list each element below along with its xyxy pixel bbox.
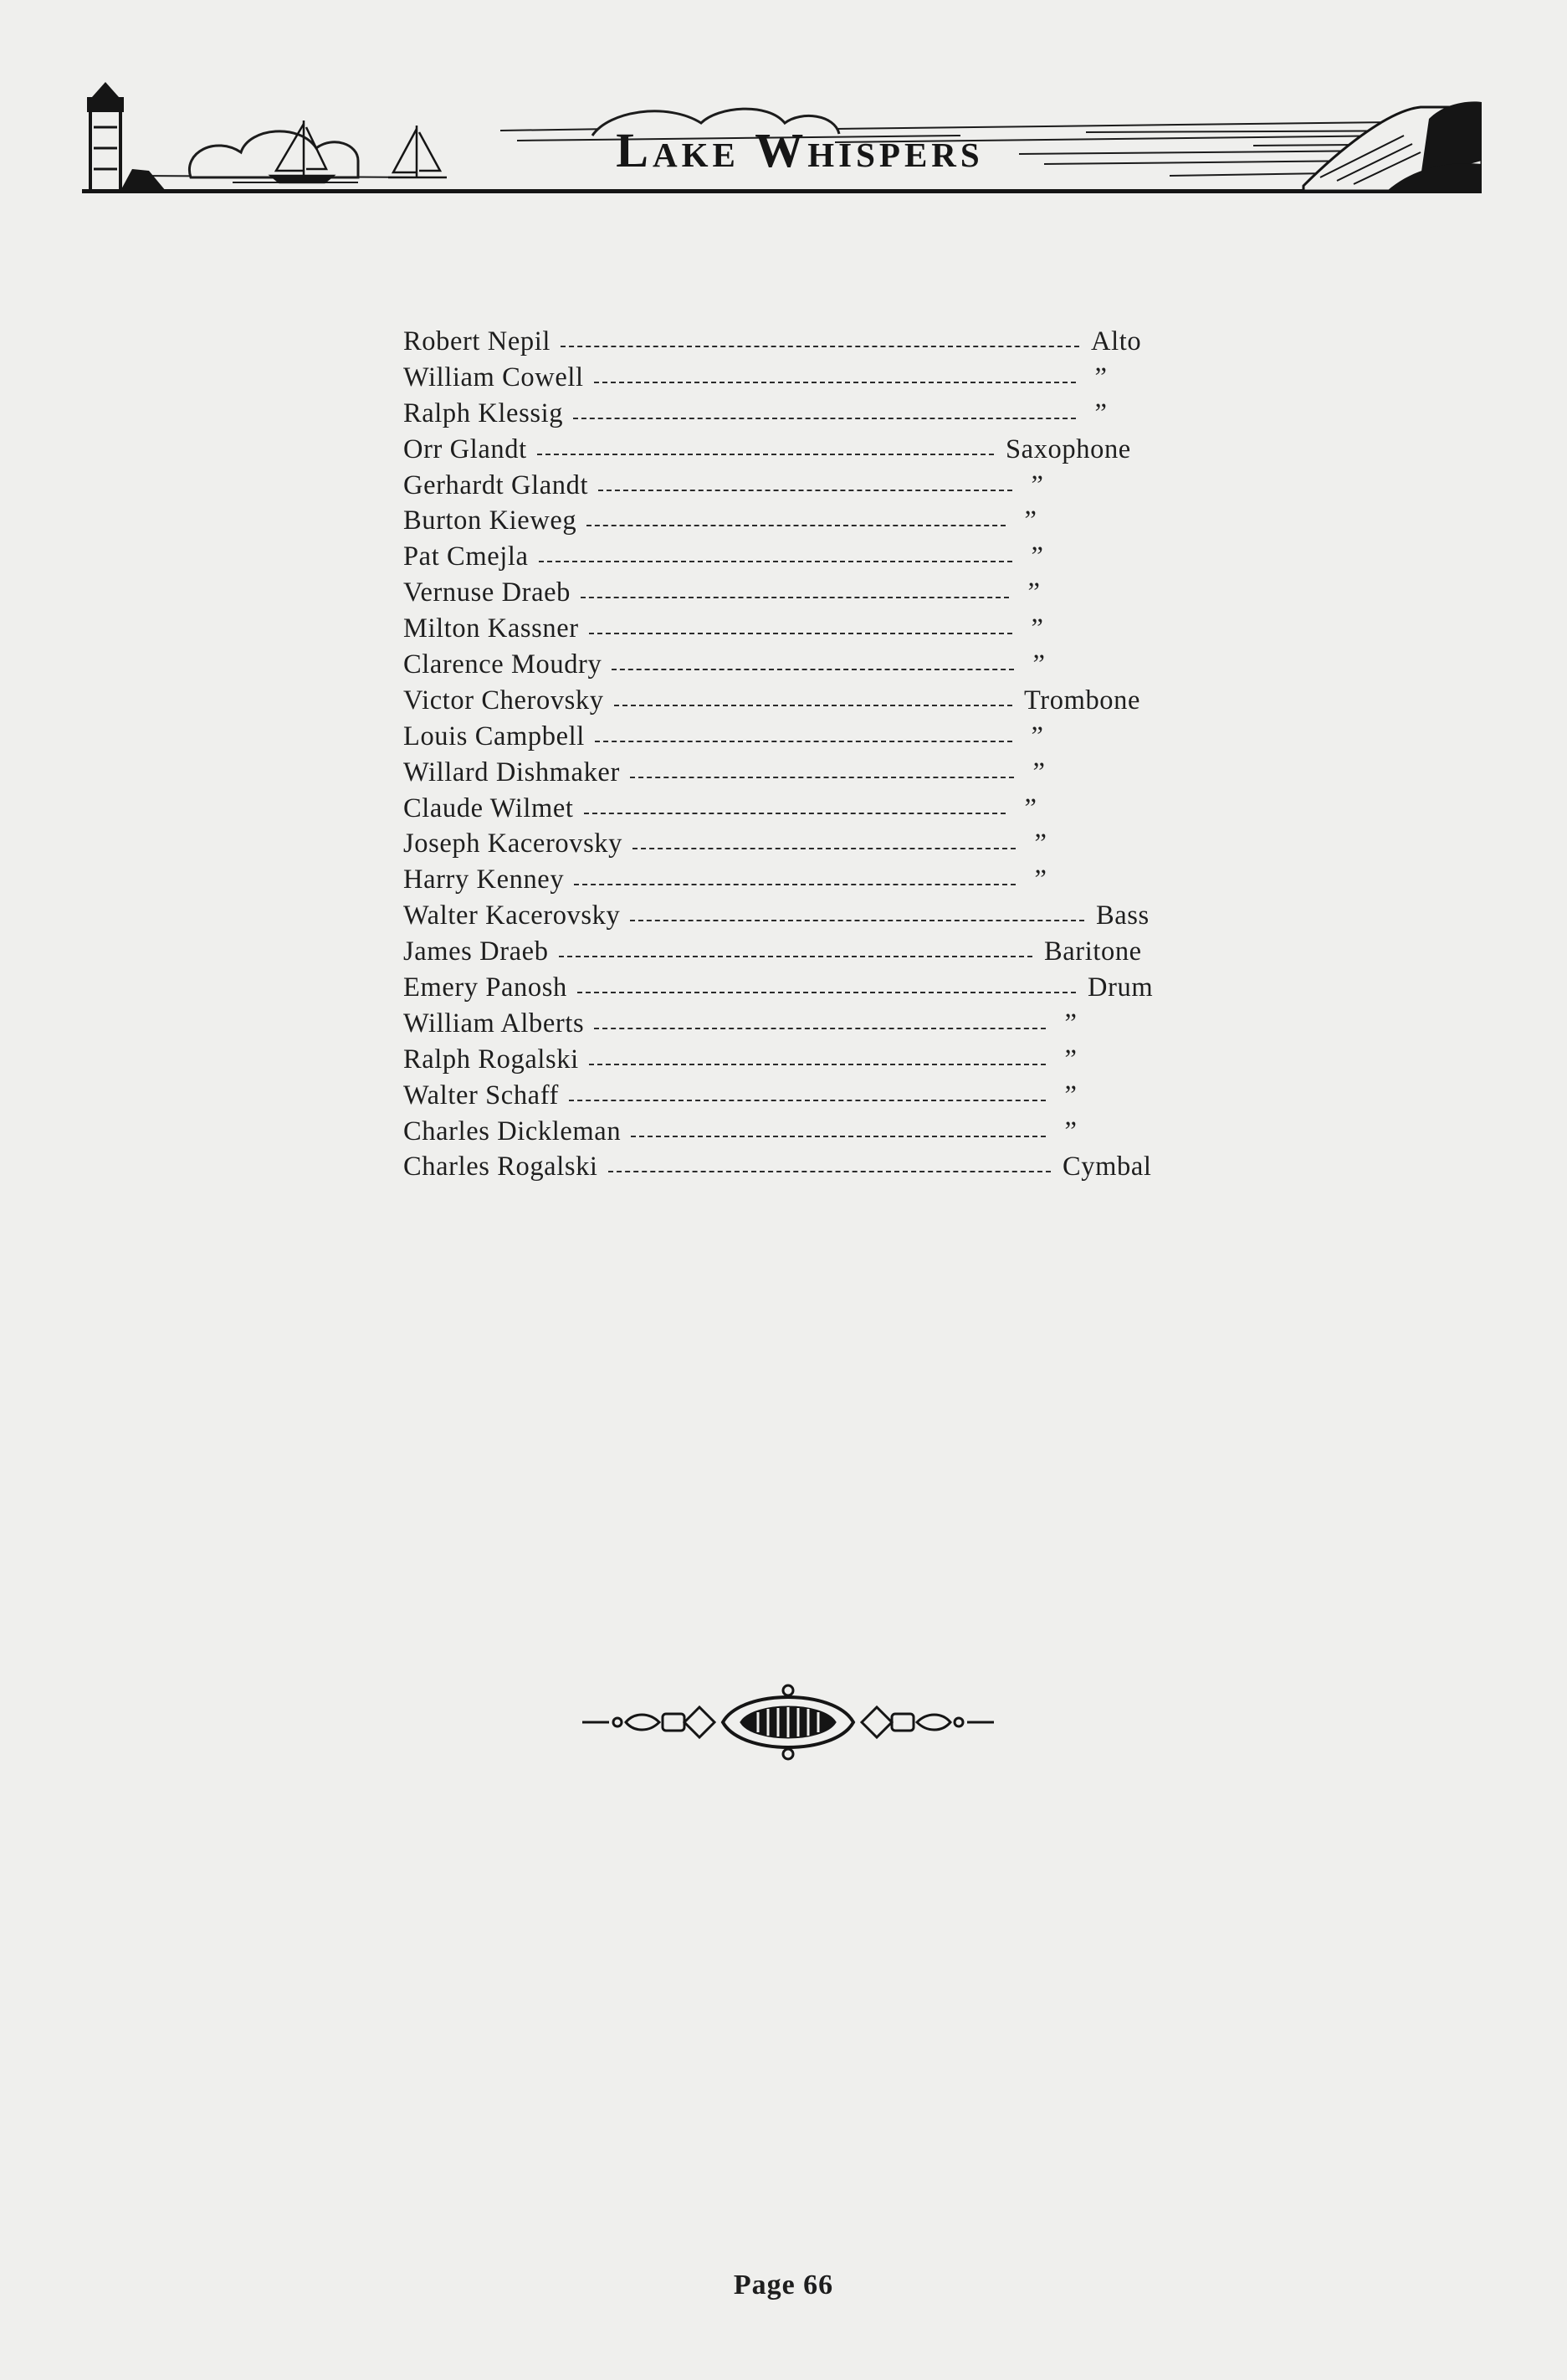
ditto-mark: ”	[1064, 1080, 1078, 1110]
instrument-label: Trombone	[1024, 685, 1141, 716]
header-banner	[82, 77, 1482, 203]
roster-row	[403, 721, 1173, 757]
member-name: Charles Dickleman	[403, 1116, 622, 1146]
instrument-label: Bass	[1096, 900, 1150, 931]
ditto-mark: ”	[1031, 721, 1044, 751]
member-name: James Draeb	[403, 936, 549, 967]
member-name: Louis Campbell	[403, 721, 585, 751]
ditto-mark: ”	[1032, 757, 1046, 787]
dotted-leader	[598, 490, 1012, 491]
member-name: Vernuse Draeb	[403, 577, 571, 608]
member-name: Gerhardt Glandt	[403, 469, 589, 500]
dotted-leader	[573, 418, 1076, 419]
dotted-leader	[630, 920, 1084, 921]
member-name: Claude Wilmet	[403, 792, 574, 823]
ditto-mark: ”	[1064, 1008, 1078, 1039]
roster-row	[403, 613, 1173, 649]
dotted-leader	[584, 813, 1006, 814]
banner-title: Lake Whispers	[616, 122, 984, 177]
roster-row	[403, 326, 1173, 362]
ditto-mark: ”	[1032, 649, 1046, 680]
member-name: Willard Dishmaker	[403, 757, 620, 787]
member-name: Pat Cmejla	[403, 541, 529, 572]
ditto-mark: ”	[1034, 864, 1047, 895]
member-name: William Cowell	[403, 362, 584, 392]
dotted-leader	[612, 669, 1014, 670]
ditto-mark: ”	[1024, 505, 1037, 536]
dotted-leader	[574, 884, 1016, 885]
dotted-leader	[539, 561, 1012, 562]
roster-row	[403, 828, 1173, 864]
instrument-label: Alto	[1091, 326, 1142, 356]
roster-row	[403, 864, 1173, 900]
roster-row	[403, 1080, 1173, 1116]
dotted-leader	[559, 956, 1032, 957]
member-name: Walter Kacerovsky	[403, 900, 621, 931]
ditto-mark: ”	[1034, 828, 1047, 859]
dotted-leader	[569, 1100, 1046, 1101]
member-name: Charles Rogalski	[403, 1152, 598, 1182]
roster-row	[403, 1044, 1173, 1080]
roster-row	[403, 1008, 1173, 1044]
member-name: Harry Kenney	[403, 864, 565, 895]
instrument-label: Saxophone	[1006, 433, 1131, 464]
member-name: Walter Schaff	[403, 1080, 559, 1110]
page-number: Page 66	[733, 2270, 834, 2300]
member-name: Ralph Rogalski	[403, 1044, 579, 1075]
roster-row	[403, 900, 1173, 936]
dotted-leader	[561, 346, 1079, 347]
roster-row	[403, 685, 1173, 721]
dotted-leader	[537, 454, 994, 455]
ditto-mark: ”	[1031, 541, 1044, 572]
member-name: Victor Cherovsky	[403, 685, 604, 716]
dotted-leader	[594, 382, 1076, 383]
roster-row	[403, 541, 1173, 577]
dotted-leader	[632, 848, 1016, 849]
dotted-leader	[589, 633, 1012, 634]
member-name: Milton Kassner	[403, 613, 579, 644]
roster-row	[403, 972, 1173, 1008]
instrument-label: Baritone	[1044, 936, 1142, 967]
roster-row	[403, 577, 1173, 613]
ditto-mark: ”	[1024, 792, 1037, 823]
dotted-leader	[581, 597, 1009, 598]
dotted-leader	[594, 1028, 1046, 1029]
ditto-mark: ”	[1064, 1116, 1078, 1146]
dotted-leader	[595, 741, 1012, 742]
roster-row	[403, 1116, 1173, 1152]
dotted-leader	[614, 705, 1012, 706]
roster-row	[403, 398, 1173, 434]
band-roster-list	[403, 326, 1173, 1187]
ditto-mark: ”	[1031, 613, 1044, 644]
roster-row	[403, 470, 1173, 506]
roster-row	[403, 505, 1173, 541]
member-name: Burton Kieweg	[403, 505, 577, 536]
roster-row	[403, 1152, 1173, 1187]
roster-row	[403, 649, 1173, 685]
ditto-mark: ”	[1031, 469, 1044, 500]
member-name: William Alberts	[403, 1008, 585, 1039]
ditto-mark: ”	[1094, 362, 1108, 392]
instrument-label: Cymbal	[1063, 1152, 1152, 1182]
member-name: Robert Nepil	[403, 326, 550, 356]
roster-row	[403, 362, 1173, 398]
dotted-leader	[589, 1064, 1046, 1065]
dotted-leader	[631, 1136, 1046, 1137]
member-name: Clarence Moudry	[403, 649, 602, 680]
roster-row	[403, 936, 1173, 972]
ditto-mark: ”	[1064, 1044, 1078, 1075]
ornament-icon	[582, 1680, 994, 1764]
dotted-leader	[630, 777, 1014, 778]
roster-row	[403, 793, 1173, 829]
lighthouse-icon	[87, 82, 166, 191]
roster-row	[403, 434, 1173, 470]
dotted-leader	[586, 525, 1006, 526]
ditto-mark: ”	[1027, 577, 1041, 608]
roster-row	[403, 757, 1173, 793]
member-name: Joseph Kacerovsky	[403, 828, 623, 859]
ditto-mark: ”	[1094, 398, 1108, 428]
dotted-leader	[577, 992, 1076, 993]
headland-icon	[1303, 101, 1482, 191]
member-name: Ralph Klessig	[403, 398, 564, 428]
member-name: Emery Panosh	[403, 972, 567, 1003]
instrument-label: Drum	[1088, 972, 1154, 1003]
member-name: Orr Glandt	[403, 433, 527, 464]
dotted-leader	[608, 1171, 1051, 1172]
